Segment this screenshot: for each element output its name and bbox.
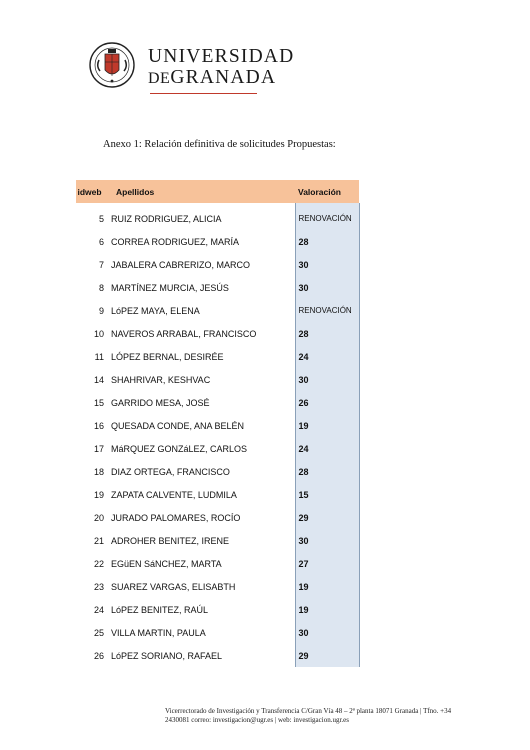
cell-score: 15 [295, 483, 359, 506]
cell-name: ZAPATA CALVENTE, LUDMILA [111, 489, 237, 500]
cell-id: 23 [76, 575, 109, 598]
cell-id: 8 [76, 276, 109, 299]
table-row [76, 391, 360, 414]
table-row [76, 644, 360, 667]
cell-name: SHAHRIVAR, KESHVAC [111, 374, 211, 385]
cell-id: 19 [76, 483, 109, 506]
table-header-row [76, 180, 360, 203]
table-row [76, 460, 360, 483]
cell-id: 14 [76, 368, 109, 391]
header-accent-rule [150, 93, 257, 94]
cell-name: ADROHER BENITEZ, IRENE [111, 535, 230, 546]
table-row [76, 230, 360, 253]
cell-id: 10 [76, 322, 109, 345]
cell-id: 26 [76, 644, 109, 667]
table-row [76, 483, 360, 506]
table-row [76, 368, 360, 391]
table-row [76, 345, 360, 368]
cell-id: 5 [76, 207, 109, 230]
cell-name: NAVEROS ARRABAL, FRANCISCO [111, 328, 257, 339]
table-row [76, 207, 360, 230]
cell-name: EGüEN SáNCHEZ, MARTA [111, 558, 222, 569]
table-row [76, 575, 360, 598]
cell-name: QUESADA CONDE, ANA BELÉN [111, 420, 245, 431]
university-name-prefix: DE [148, 70, 171, 87]
table-row [76, 276, 360, 299]
footer-line-1: Vicerrectorado de Investigación y Transferencia C/Gran Vía 48 – 2ª planta 18071 Granada | Tfno. +34 [165, 707, 452, 715]
cell-score: 24 [295, 345, 359, 368]
table-row [76, 529, 360, 552]
cell-score: RENOVACIÓN [295, 207, 359, 230]
cell-name: MáRQUEZ GONZáLEZ, CARLOS [111, 443, 248, 454]
table-row [76, 322, 360, 345]
cell-score: 19 [295, 414, 359, 437]
cell-score: 24 [295, 437, 359, 460]
cell-name: GARRIDO MESA, JOSÉ [111, 397, 210, 408]
cell-score: 29 [295, 644, 359, 667]
cell-score: 28 [295, 460, 359, 483]
cell-id: 24 [76, 598, 109, 621]
cell-name: LóPEZ MAYA, ELENA [111, 305, 200, 316]
university-name-line2 [148, 67, 276, 89]
cell-score: 19 [295, 598, 359, 621]
cell-id: 16 [76, 414, 109, 437]
cell-score: 30 [295, 621, 359, 644]
cell-name: VILLA MARTIN, PAULA [111, 627, 206, 638]
table-row [76, 253, 360, 276]
table-row [76, 299, 360, 322]
table-body [76, 203, 360, 667]
cell-score: 28 [295, 322, 359, 345]
table-row [76, 506, 360, 529]
table-row [76, 621, 360, 644]
cell-id: 20 [76, 506, 109, 529]
cell-score: 19 [295, 575, 359, 598]
footer-line-2: 2430081 correo: investigacion@ugr.es | web: investigacion.ugr.es [165, 716, 349, 724]
cell-score: 30 [295, 529, 359, 552]
cell-id: 17 [76, 437, 109, 460]
cell-id: 6 [76, 230, 109, 253]
column-header-id: idweb [76, 180, 109, 203]
cell-name: LóPEZ BENITEZ, RAÚL [111, 604, 209, 615]
cell-id: 15 [76, 391, 109, 414]
cell-id: 21 [76, 529, 109, 552]
footer-contact [165, 707, 465, 725]
cell-name: JURADO PALOMARES, ROCÍO [111, 512, 241, 523]
table-row [76, 598, 360, 621]
cell-name: LÓPEZ BERNAL, DESIRÉE [111, 351, 224, 362]
cell-score: RENOVACIÓN [295, 299, 359, 322]
table-row [76, 552, 360, 575]
cell-id: 7 [76, 253, 109, 276]
cell-name: CORREA RODRIGUEZ, MARÍA [111, 236, 240, 247]
cell-id: 18 [76, 460, 109, 483]
cell-id: 22 [76, 552, 109, 575]
university-header [88, 40, 295, 100]
annex-title: Anexo 1: Relación definitiva de solicitudes Propuestas: [103, 139, 336, 150]
cell-name: RUIZ RODRIGUEZ, ALICIA [111, 213, 222, 224]
cell-score: 30 [295, 253, 359, 276]
cell-score: 28 [295, 230, 359, 253]
column-header-name: Apellidos [108, 180, 295, 203]
cell-id: 25 [76, 621, 109, 644]
university-name-city: GRANADA [170, 67, 277, 88]
cell-score: 30 [295, 276, 359, 299]
cell-score: 30 [295, 368, 359, 391]
cell-id: 9 [76, 299, 109, 322]
cell-name: JABALERA CABRERIZO, MARCO [111, 259, 251, 270]
cell-id: 11 [76, 345, 109, 368]
column-header-score: Valoración [295, 180, 359, 203]
cell-score: 26 [295, 391, 359, 414]
cell-name: SUAREZ VARGAS, ELISABTH [111, 581, 236, 592]
proposals-table [75, 180, 360, 667]
cell-name: MARTÍNEZ MURCIA, JESÚS [111, 282, 229, 293]
university-seal-icon [88, 40, 136, 90]
cell-score: 29 [295, 506, 359, 529]
cell-name: DIAZ ORTEGA, FRANCISCO [111, 466, 230, 477]
cell-score: 27 [295, 552, 359, 575]
table-row [76, 437, 360, 460]
cell-name: LóPEZ SORIANO, RAFAEL [111, 650, 223, 661]
university-name-line1: UNIVERSIDAD [148, 46, 295, 67]
table-row [76, 414, 360, 437]
